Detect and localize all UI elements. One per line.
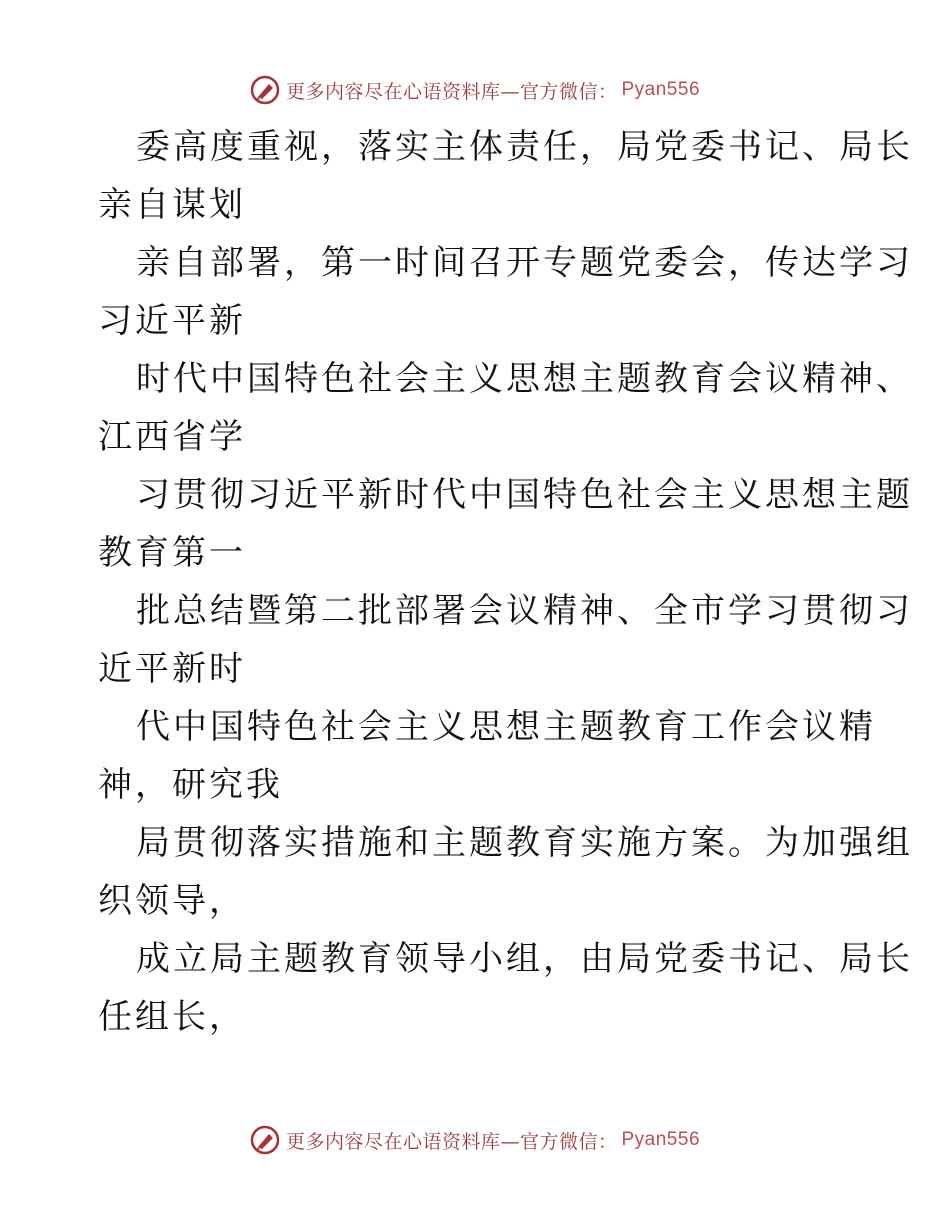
paragraph-line: 神，研究我: [98, 765, 283, 805]
paragraph: [98, 350, 913, 466]
pen-logo-icon: [250, 75, 280, 105]
paragraph: [98, 234, 913, 350]
paragraph-line: 近平新时: [98, 649, 246, 689]
paragraph-line: 教育第一: [98, 533, 246, 573]
document-body: [98, 118, 913, 1046]
paragraph-line: 代中国特色社会主义思想主题教育工作会议精: [136, 707, 876, 747]
paragraph-line: 任组长，: [98, 997, 246, 1037]
paragraph-line: 江西省学: [98, 417, 246, 457]
paragraph-line: 习贯彻习近平新时代中国特色社会主义思想主题: [136, 475, 913, 515]
paragraph-line: 批总结暨第二批部署会议精神、全市学习贯彻习: [136, 591, 913, 631]
paragraph-line: 委高度重视，落实主体责任，局党委书记、局长: [136, 127, 913, 167]
paragraph: [98, 582, 913, 698]
paragraph-line: 时代中国特色社会主义思想主题教育会议精神、: [136, 359, 913, 399]
paragraph: [98, 118, 913, 234]
footer-banner: [0, 1120, 950, 1160]
wechat-id: Pyan556: [621, 1129, 701, 1150]
banner-text: 更多内容尽在心语资料库—官方微信：: [285, 80, 618, 103]
paragraph-line: 织领导，: [98, 881, 246, 921]
paragraph-line: 成立局主题教育领导小组，由局党委书记、局长: [136, 939, 913, 979]
wechat-id: Pyan556: [621, 79, 701, 100]
paragraph: [98, 814, 913, 930]
pen-logo-icon: [250, 1125, 280, 1155]
paragraph: [98, 466, 913, 582]
header-banner: [0, 70, 950, 110]
paragraph-line: 习近平新: [98, 301, 246, 341]
paragraph-line: 亲自谋划: [98, 185, 246, 225]
paragraph-line: 局贯彻落实措施和主题教育实施方案。为加强组: [136, 823, 913, 863]
paragraph-line: 亲自部署，第一时间召开专题党委会，传达学习: [136, 243, 913, 283]
banner-text: 更多内容尽在心语资料库—官方微信：: [285, 1130, 618, 1153]
paragraph: [98, 698, 876, 814]
paragraph: [98, 930, 913, 1046]
